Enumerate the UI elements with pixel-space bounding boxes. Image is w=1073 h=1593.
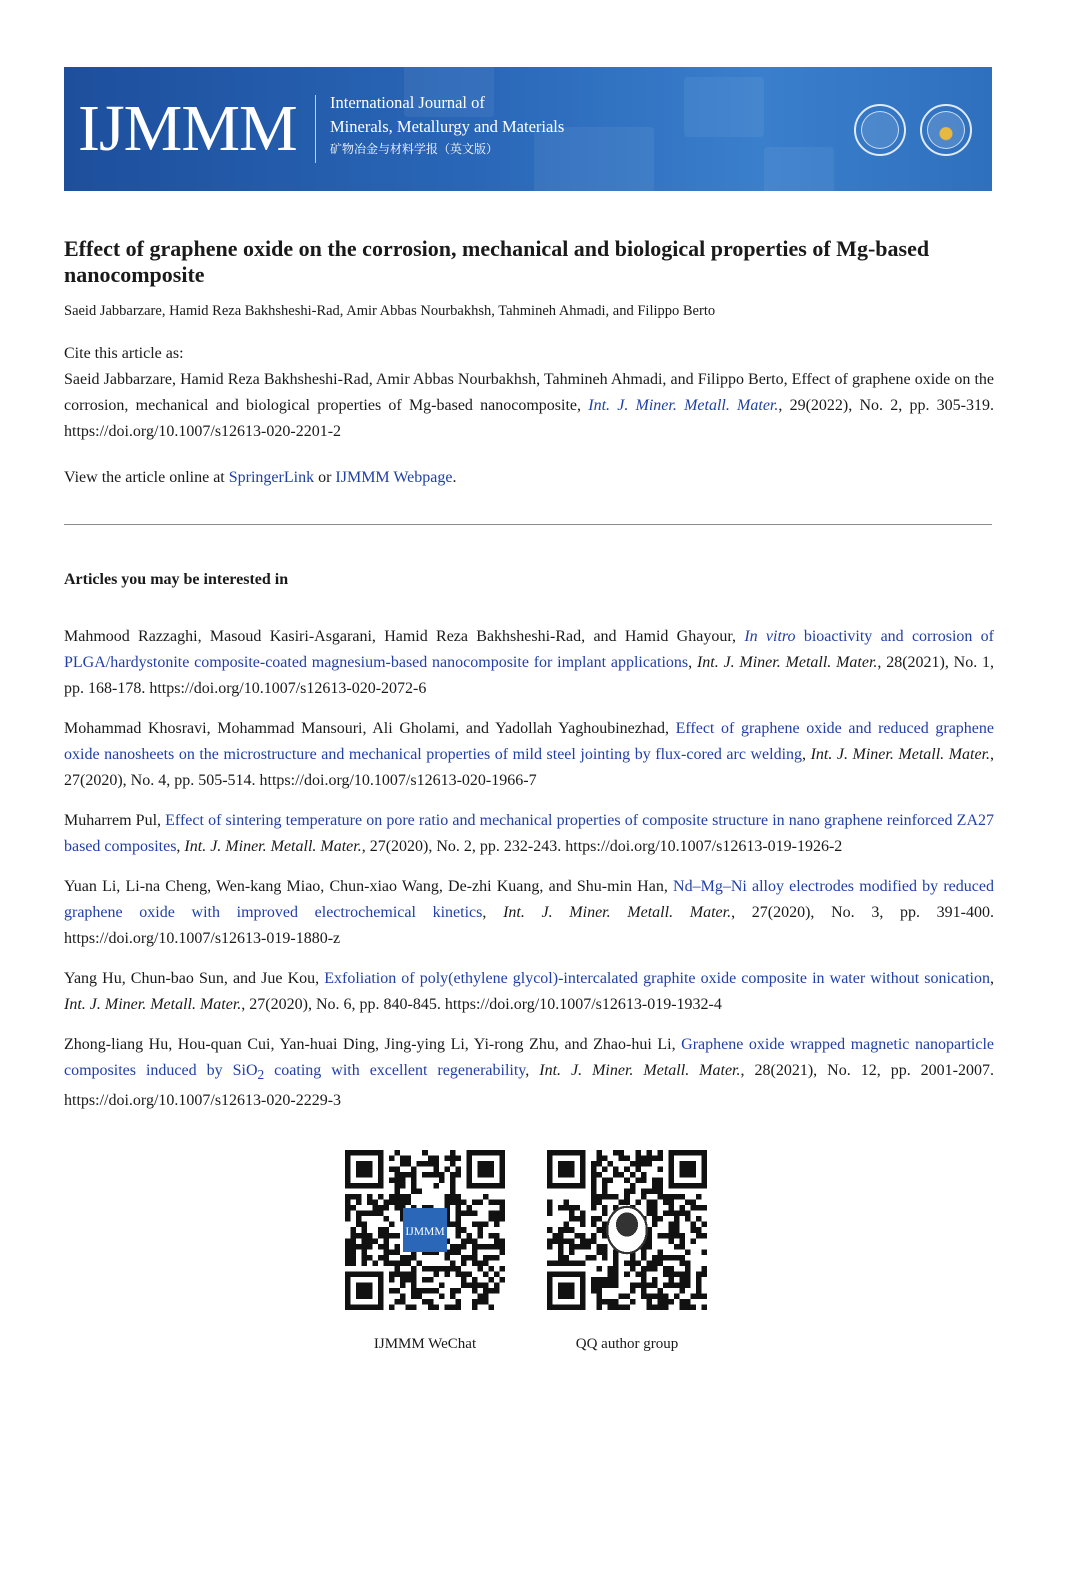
related-article — [64, 716, 994, 794]
ijmmm-webpage-link[interactable]: IJMMM Webpage — [335, 469, 453, 486]
article-authors: Saeid Jabbarzare, Hamid Reza Bakhsheshi-Rad, Amir Abbas Nourbakhsh, Tahmineh Ahmadi, and Filippo Berto — [64, 303, 716, 319]
related-article — [64, 966, 994, 1018]
ref-sep: , — [688, 654, 697, 671]
wechat-qr-block — [340, 1150, 510, 1354]
wechat-qr-code-icon[interactable] — [345, 1150, 505, 1310]
ref-journal: Int. J. Miner. Metall. Mater. — [184, 838, 362, 855]
ref-details: , 28(2021), No. 12, pp. 2001-2007. https://doi.org/10.1007/s12613-020-2229-3 — [64, 1062, 995, 1110]
ref-journal: Int. J. Miner. Metall. Mater. — [539, 1062, 741, 1079]
ref-title-link[interactable]: Exfoliation of poly(ethylene glycol)-intercalated graphite oxide composite in water without sonication — [324, 970, 991, 987]
ref-title-text: bioactivity and corrosion of PLGA/hardystonite composite-coated magnesium-based nanocomposite for implant applications — [64, 628, 995, 671]
related-article — [64, 808, 994, 860]
ref-journal: Int. J. Miner. Metall. Mater. — [810, 746, 991, 763]
society-seal-icon — [920, 104, 972, 156]
related-article — [64, 1032, 994, 1114]
qq-qr-block — [542, 1150, 712, 1354]
view-suffix: . — [452, 469, 457, 486]
journal-logo: IJMMM — [78, 92, 297, 165]
ref-sep: , — [176, 838, 185, 855]
cite-heading: Cite this article as: — [64, 345, 184, 362]
cite-journal-link[interactable]: Int. J. Miner. Metall. Mater. — [588, 397, 779, 414]
ref-sep: , — [482, 904, 504, 921]
wechat-qr-badge: IJMMM — [405, 1224, 445, 1238]
divider-line — [64, 524, 992, 525]
view-prefix: View the article online at — [64, 469, 229, 486]
qq-qr-code-icon[interactable] — [547, 1150, 707, 1310]
related-articles-list — [64, 624, 994, 1128]
cite-details: , 29(2022), No. 2, pp. 305-319. https://doi.org/10.1007/s12613-020-2201-2 — [64, 397, 995, 440]
ref-title-link[interactable]: Effect of sintering temperature on pore ratio and mechanical properties of composite structure in nano graphene reinforced ZA27 based composites — [64, 812, 994, 855]
wechat-label: IJMMM WeChat — [373, 1336, 477, 1352]
ref-sep: , — [525, 1062, 540, 1079]
university-seal-icon — [854, 104, 906, 156]
banner-line-1: International Journal of — [330, 93, 485, 112]
banner-journal-name — [330, 91, 564, 159]
view-middle: or — [314, 469, 336, 486]
related-heading: Articles you may be interested in — [64, 571, 289, 588]
banner-line-2: Minerals, Metallurgy and Materials — [330, 117, 565, 136]
citation-block — [64, 341, 994, 445]
ref-details: , 27(2020), No. 6, pp. 840-845. https://doi.org/10.1007/s12613-019-1932-4 — [241, 996, 722, 1013]
ref-title-end: coating with excellent regenerability — [264, 1062, 526, 1079]
ref-journal: Int. J. Miner. Metall. Mater. — [503, 904, 732, 921]
view-online — [64, 466, 994, 490]
ref-details: , 27(2020), No. 2, pp. 232-243. https://doi.org/10.1007/s12613-019-1926-2 — [361, 838, 843, 855]
ref-title-italic: In vitro — [744, 628, 796, 645]
ref-authors: Mahmood Razzaghi, Masoud Kasiri-Asgarani, Hamid Reza Bakhsheshi-Rad, and Hamid Ghayour, — [64, 628, 745, 645]
ref-details: , 27(2020), No. 3, pp. 391-400. https://doi.org/10.1007/s12613-019-1880-z — [64, 904, 995, 947]
ref-details: , 28(2021), No. 1, pp. 168-178. https://doi.org/10.1007/s12613-020-2072-6 — [64, 654, 995, 697]
ref-title-link[interactable]: Nd–Mg–Ni alloy electrodes modified by reduced graphene oxide with improved electrochemical kinetics — [64, 878, 994, 921]
ref-title-subscript: 2 — [257, 1067, 265, 1083]
springerlink-link[interactable]: SpringerLink — [228, 469, 315, 486]
ref-title-text: Graphene oxide wrapped magnetic nanoparticle composites induced by SiO — [64, 1036, 995, 1079]
cite-text: Saeid Jabbarzare, Hamid Reza Bakhsheshi-Rad, Amir Abbas Nourbakhsh, Tahmineh Ahmadi, and Filippo Berto, Effect of graphene oxide on the corrosion, mechanical and biological properties of Mg-based nanocomposite, — [64, 371, 994, 414]
related-article — [64, 624, 994, 702]
ref-authors: Zhong-liang Hu, Hou-quan Cui, Yan-huai Ding, Jing-ying Li, Yi-rong Zhu, and Zhao-hui Li, — [64, 1036, 682, 1053]
ref-authors: Yang Hu, Chun-bao Sun, and Jue Kou, — [64, 970, 325, 987]
ref-authors: Mohammad Khosravi, Mohammad Mansouri, Ali Gholami, and Yadollah Yaghoubinezhad, — [64, 720, 676, 737]
ref-sep: , — [802, 746, 811, 763]
banner-line-3: 矿物冶金与材料学报（英文版） — [330, 142, 499, 156]
qq-label: QQ author group — [575, 1336, 679, 1352]
related-article — [64, 874, 994, 952]
ref-title-link[interactable]: Effect of graphene oxide and reduced graphene oxide nanosheets on the microstructure and mechanical properties of mild steel jointing by flux-cored arc welding — [64, 720, 994, 763]
ref-details: , 27(2020), No. 4, pp. 505-514. https://doi.org/10.1007/s12613-020-1966-7 — [64, 746, 995, 789]
journal-banner — [64, 67, 992, 191]
ref-journal: Int. J. Miner. Metall. Mater. — [64, 996, 242, 1013]
ref-journal: Int. J. Miner. Metall. Mater. — [696, 654, 878, 671]
ref-authors: Yuan Li, Li-na Cheng, Wen-kang Miao, Chun-xiao Wang, De-zhi Kuang, and Shu-min Han, — [64, 878, 674, 895]
banner-divider — [315, 95, 316, 163]
ref-authors: Muharrem Pul, — [64, 812, 166, 829]
ref-sep: , — [990, 970, 995, 987]
article-title: Effect of graphene oxide on the corrosion, mechanical and biological properties of Mg-based nanocomposite — [64, 236, 930, 287]
